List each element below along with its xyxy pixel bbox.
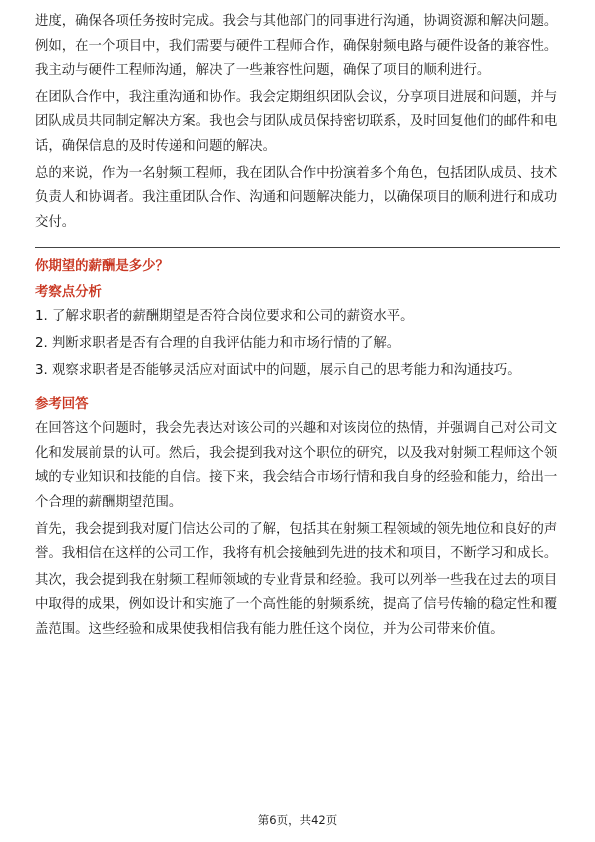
answer-paragraph-1: 在回答这个问题时，我会先表达对该公司的兴趣和对该岗位的热情，并强调自己对公司文化和发展前景的认可。然后，我会提到我对这个职位的研究，以及我对射频工程师这个领域的专业知识和技能的自信。接下来，我会结合市场行情和我自身的经验和能力，给出一个合理的薪酬期望范围。 — [35, 421, 558, 510]
answer-paragraph-2: 首先，我会提到我对厦门信达公司的了解，包括其在射频工程领域的领先地位和良好的声誉。我相信在这样的公司工作，我将有机会接触到先进的技术和项目，不断学习和成长。 — [35, 521, 558, 562]
paragraph-top-1: 进度，确保各项任务按时完成。我会与其他部门的同事进行沟通，协调资源和解决问题。例如，在一个项目中，我们需要与硬件工程师合作，确保射频电路与硬件设备的兼容性。我主动与硬件工程师沟通，解决了一些兼容性问题，确保了项目的顺利进行。 — [35, 14, 558, 79]
page-number: 第6页，共42页 — [257, 813, 338, 827]
question-heading: 你期望的薪酬是多少？ — [35, 259, 169, 275]
analysis-item-2: 2. 判断求职者是否有合理的自我评估能力和市场行情的了解。 — [35, 335, 401, 351]
analysis-item-3: 3. 观察求职者是否能够灵活应对面试中的问题，展示自己的思考能力和沟通技巧。 — [35, 362, 521, 378]
analysis-label: 考察点分析 — [35, 285, 102, 301]
section-divider — [35, 247, 560, 248]
answer-paragraph-3: 其次，我会提到我在射频工程师领域的专业背景和经验。我可以列举一些我在过去的项目中取得的成果，例如设计和实施了一个高性能的射频系统，提高了信号传输的稳定性和覆盖范围。这些经验和成果使我相信我有能力胜任这个岗位，并为公司带来价值。 — [35, 572, 558, 637]
paragraph-top-2: 在团队合作中，我注重沟通和协作。我会定期组织团队会议，分享项目进展和问题，并与团队成员共同制定解决方案。我也会与团队成员保持密切联系，及时回复他们的邮件和电话，确保信息的及时传递和问题的解决。 — [35, 89, 558, 154]
answer-label: 参考回答 — [35, 397, 89, 413]
document-body — [35, 10, 560, 644]
analysis-item-1: 1. 了解求职者的薪酬期望是否符合岗位要求和公司的薪资水平。 — [35, 309, 414, 325]
paragraph-top-3: 总的来说，作为一名射频工程师，我在团队合作中扮演着多个角色，包括团队成员、技术负责人和协调者。我注重团队合作、沟通和问题解决能力，以确保项目的顺利进行和成功交付。 — [35, 165, 558, 230]
